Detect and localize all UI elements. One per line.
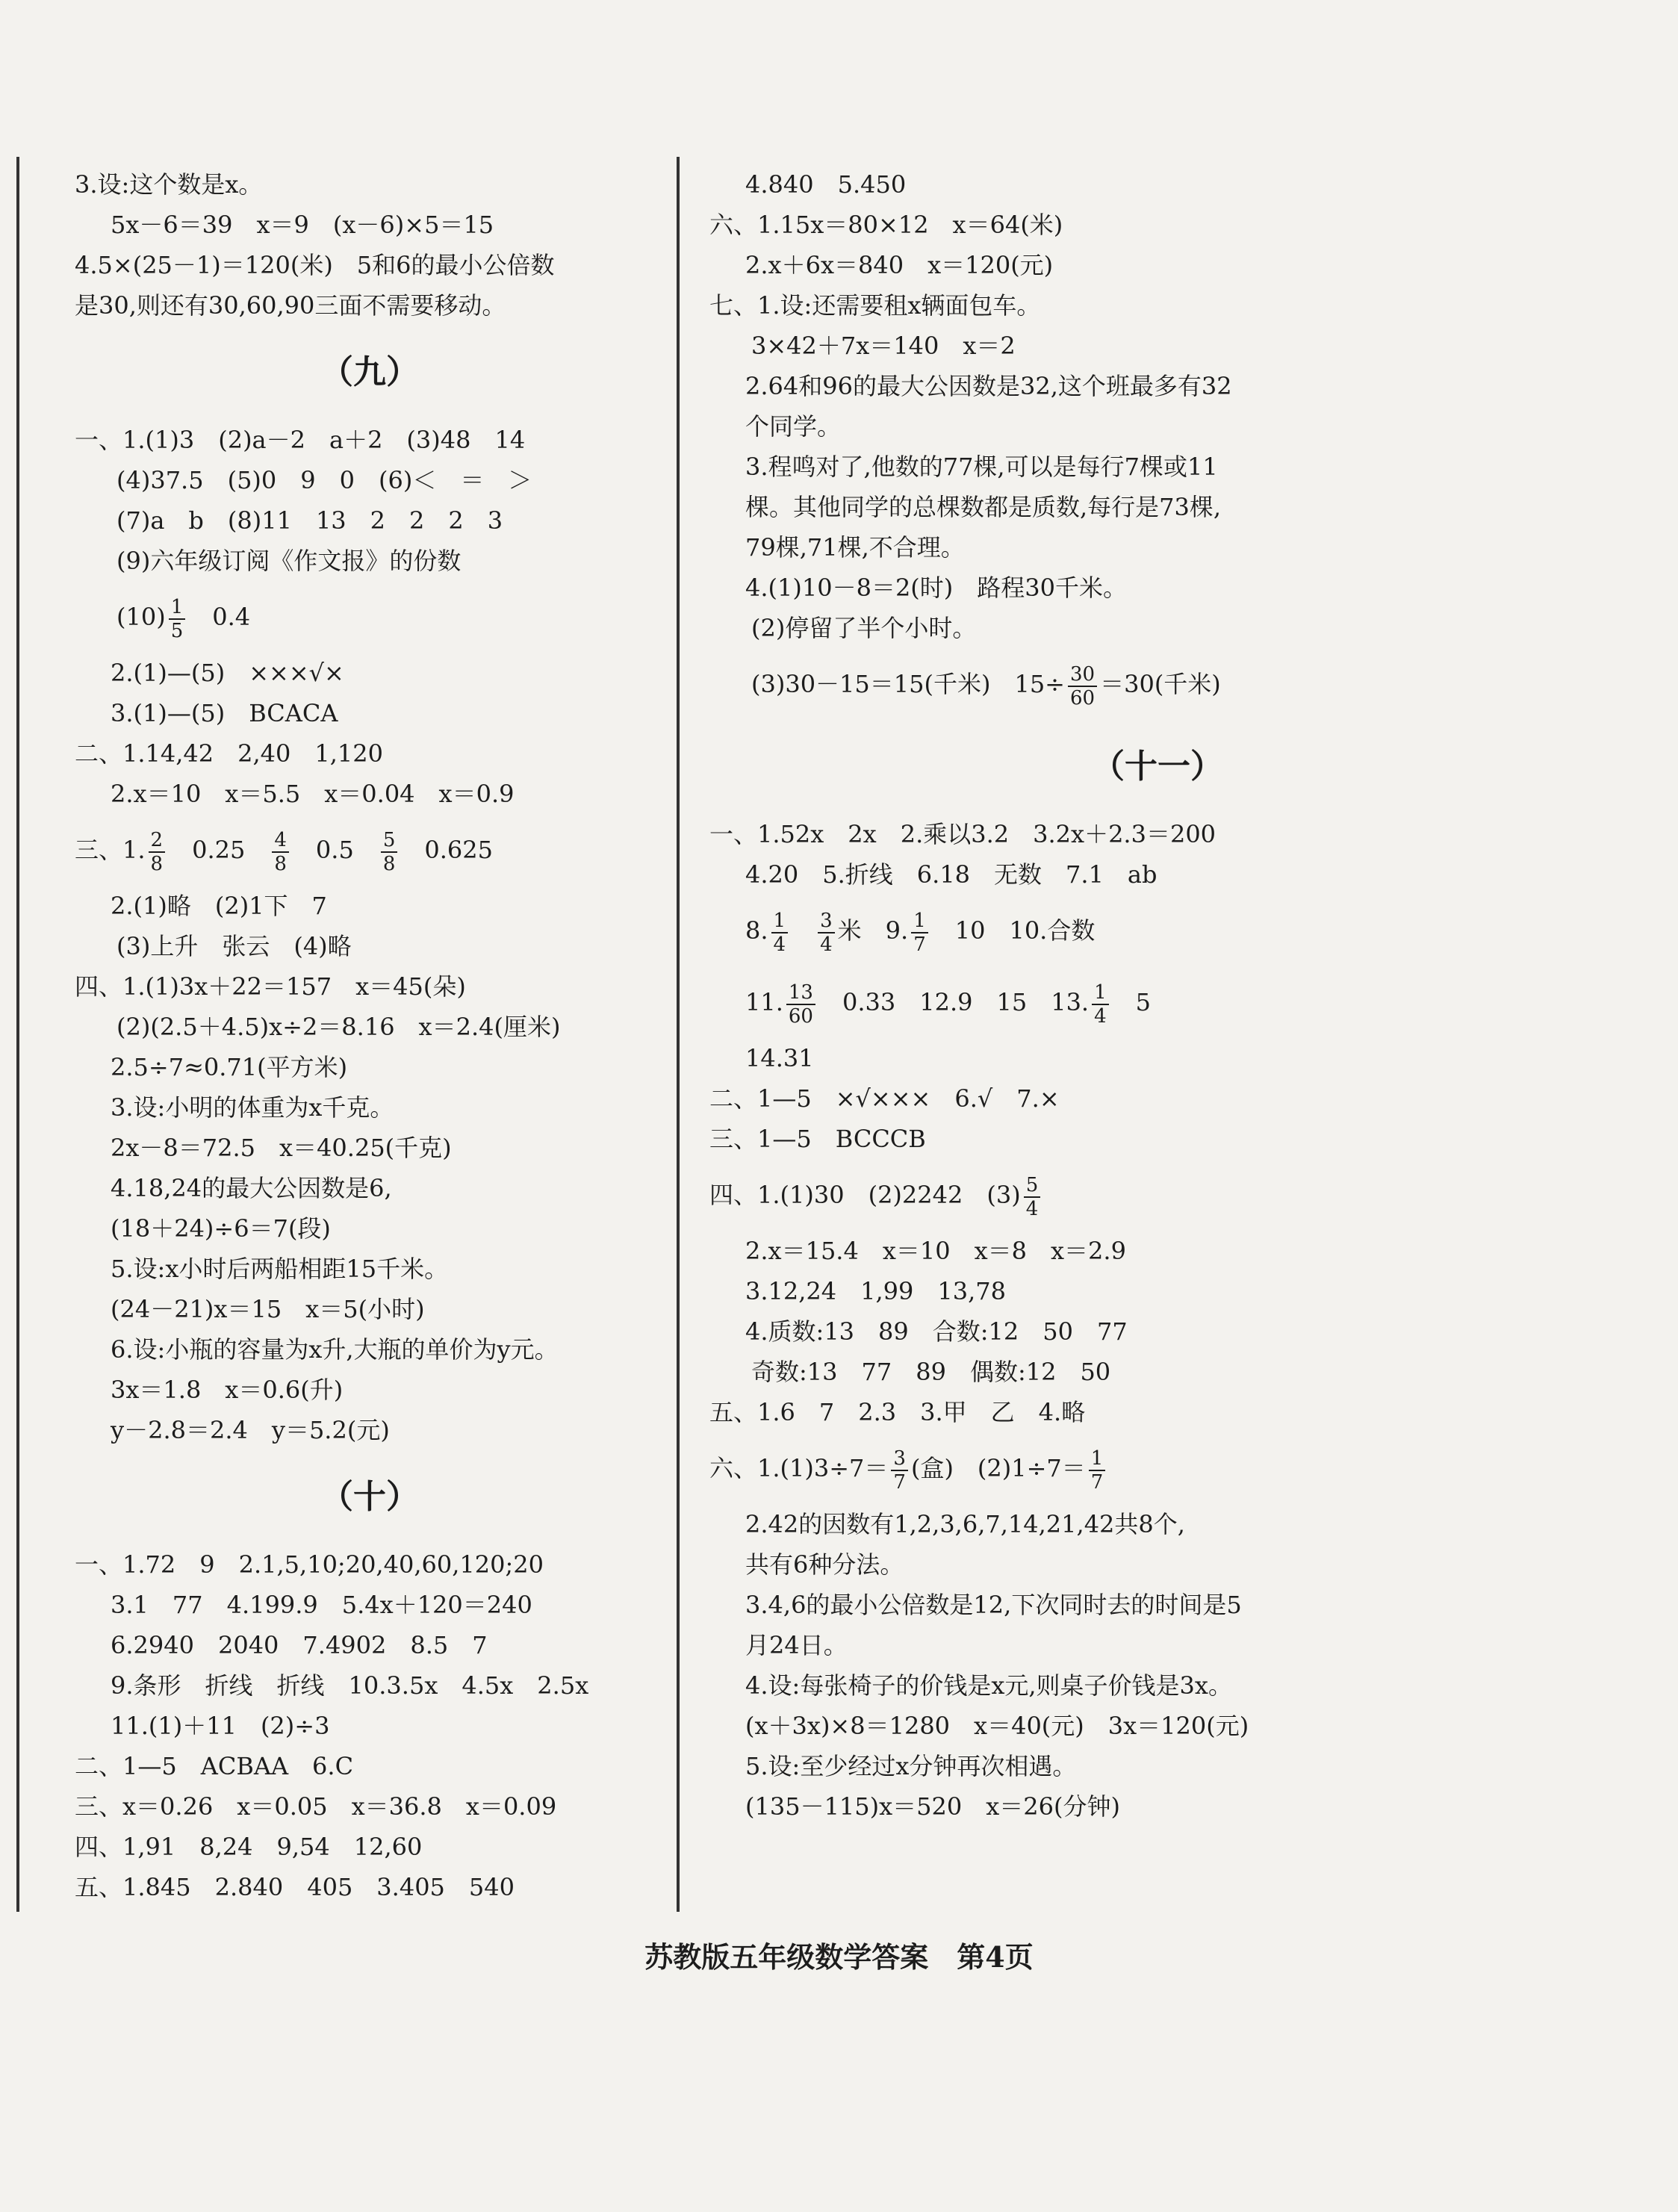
answer-line: 5x－6＝39 x＝9 (x－6)×5＝15 <box>111 211 494 239</box>
fraction-numerator: 5 <box>1024 1174 1041 1198</box>
answer-line: 3.设:这个数是x。 <box>75 170 263 199</box>
answer-line: 4.设:每张椅子的价钱是x元,则桌子价钱是3x。 <box>745 1671 1232 1700</box>
answer-line: (3)上升 张云 (4)略 <box>116 932 352 960</box>
answer-line: 三、x＝0.26 x＝0.05 x＝36.8 x＝0.09 <box>75 1792 557 1821</box>
fraction-denominator: 60 <box>1070 686 1096 709</box>
fraction <box>1089 1447 1106 1494</box>
answer-text: 0.5 <box>291 836 378 864</box>
fraction-numerator: 1 <box>771 910 789 933</box>
fraction <box>169 596 186 642</box>
answer-line: 4.20 5.折线 6.18 无数 7.1 ab <box>745 860 1157 889</box>
fraction-denominator: 7 <box>893 1470 906 1494</box>
fraction <box>149 829 166 875</box>
section-heading: （十一） <box>1092 748 1223 786</box>
answer-line: 3×42＋7x＝140 x＝2 <box>751 332 1016 360</box>
fraction-denominator: 7 <box>1090 1470 1104 1494</box>
answer-line: (2)(2.5＋4.5)x÷2＝8.16 x＝2.4(厘米) <box>116 1013 561 1041</box>
answer-line: 5.设:至少经过x分钟再次相遇。 <box>745 1752 1077 1780</box>
answer-line: 3.(1)—(5) BCACA <box>111 699 338 727</box>
answer-text: 11. <box>745 988 783 1016</box>
answer-line: 4.5×(25－1)＝120(米) 5和6的最小公倍数 <box>75 251 555 279</box>
fraction-numerator: 13 <box>786 981 815 1005</box>
answer-line <box>75 581 665 653</box>
section-heading: （九） <box>320 353 419 391</box>
answer-line: y－2.8＝2.4 y＝5.2(元) <box>111 1416 390 1444</box>
left-border-rule <box>16 157 19 1912</box>
fraction-numerator: 3 <box>818 910 835 933</box>
answer-line: 一、1.(1)3 (2)a－2 a＋2 (3)48 14 <box>75 426 526 454</box>
answer-text: 0.33 12.9 15 13. <box>818 988 1090 1016</box>
answer-line: 三、1—5 BCCCB <box>709 1125 926 1153</box>
fraction-numerator: 30 <box>1068 663 1097 687</box>
fraction <box>786 981 815 1028</box>
fraction <box>1024 1174 1041 1220</box>
answer-line: (9)六年级订阅《作文报》的份数 <box>116 547 462 575</box>
answer-text: 四、1.(1)30 (2)2242 (3) <box>709 1181 1021 1209</box>
answer-line: 3.4,6的最小公倍数是12,下次同时去的时间是5 <box>745 1591 1242 1619</box>
answer-line: (4)37.5 (5)0 9 0 (6)＜ ＝ ＞ <box>116 466 532 494</box>
answer-line: 3.1 77 4.199.9 5.4x＋120＝240 <box>111 1591 532 1619</box>
answer-text <box>791 916 815 945</box>
answer-line: 棵。其他同学的总棵数都是质数,每行是73棵, <box>745 493 1222 521</box>
answer-text: (盒) (2)1÷7＝ <box>910 1454 1086 1482</box>
answer-line: 4.840 5.450 <box>745 170 907 199</box>
fraction-denominator: 60 <box>788 1004 813 1028</box>
answer-line: 11.(1)＋11 (2)÷3 <box>111 1712 330 1740</box>
fraction-denominator: 8 <box>382 852 396 875</box>
answer-line: 79棵,71棵,不合理。 <box>745 533 965 562</box>
fraction <box>891 1447 908 1494</box>
answer-line: 6.2940 2040 7.4902 8.5 7 <box>111 1631 488 1659</box>
fraction-denominator: 5 <box>170 619 184 642</box>
answer-text: 三、1. <box>75 836 146 864</box>
answer-line: (x＋3x)×8＝1280 x＝40(元) 3x＝120(元) <box>745 1712 1249 1740</box>
fraction <box>381 829 398 875</box>
fraction-denominator: 4 <box>1094 1004 1107 1028</box>
answer-line: 5.设:x小时后两船相距15千米。 <box>111 1255 449 1283</box>
answer-text: 0.4 <box>188 603 251 631</box>
answer-line: 4.18,24的最大公因数是6, <box>111 1174 392 1202</box>
answer-line: 四、1.(1)3x＋22＝157 x＝45(朵) <box>75 972 466 1001</box>
section-heading: （十） <box>320 1478 419 1516</box>
fraction-denominator: 4 <box>820 933 833 956</box>
answer-line: 2.42的因数有1,2,3,6,7,14,21,42共8个, <box>745 1510 1185 1538</box>
answer-line: 五、1.845 2.840 405 3.405 540 <box>75 1873 515 1901</box>
answer-line: 一、1.72 9 2.1,5,10;20,40,60,120;20 <box>75 1550 544 1579</box>
answer-line: 2x－8＝72.5 x＝40.25(千克) <box>111 1134 452 1162</box>
answer-line: (24－21)x＝15 x＝5(小时) <box>111 1295 425 1323</box>
fraction <box>1068 663 1097 709</box>
answer-text: 10 10.合数 <box>930 916 1096 945</box>
fraction <box>818 910 835 956</box>
answer-line: 二、1—5 ACBAA 6.C <box>75 1752 354 1780</box>
fraction-denominator: 4 <box>773 933 786 956</box>
answer-line: 月24日。 <box>745 1631 848 1659</box>
answer-text: 米 9. <box>837 916 909 945</box>
fraction-numerator: 5 <box>381 829 398 853</box>
fraction-numerator: 2 <box>149 829 166 853</box>
page-footer: 苏教版五年级数学答案 第4页 <box>644 1940 1034 1974</box>
column-divider <box>677 157 680 1912</box>
answer-line: (18＋24)÷6＝7(段) <box>111 1214 331 1243</box>
answer-line <box>709 1159 1606 1231</box>
answer-text: 0.25 <box>168 836 270 864</box>
answer-line: 4.质数:13 89 合数:12 50 77 <box>745 1317 1128 1346</box>
fraction <box>272 829 289 875</box>
answer-line <box>709 895 1606 966</box>
answer-line: 6.设:小瓶的容量为x升,大瓶的单价为y元。 <box>111 1335 559 1364</box>
answer-line: 2.(1)—(5) ×××√× <box>111 659 344 687</box>
fraction <box>1092 981 1109 1028</box>
answer-text: (10) <box>116 603 166 631</box>
answer-line: 2.(1)略 (2)1下 7 <box>111 892 327 920</box>
fraction-numerator: 1 <box>1092 981 1109 1005</box>
answer-line: 二、1.14,42 2,40 1,120 <box>75 739 384 768</box>
fraction-denominator: 7 <box>913 933 926 956</box>
answer-line: 14.31 <box>745 1044 814 1072</box>
answer-line: 七、1.设:还需要租x辆面包车。 <box>709 291 1041 320</box>
left-column <box>75 164 665 1907</box>
answer-line: (135－115)x＝520 x＝26(分钟) <box>745 1792 1120 1821</box>
answer-line: 个同学。 <box>745 412 842 441</box>
answer-line: 4.(1)10－8＝2(时) 路程30千米。 <box>745 574 1127 602</box>
fraction-numerator: 1 <box>169 596 186 620</box>
answer-line: 3x＝1.8 x＝0.6(升) <box>111 1376 344 1404</box>
answer-line <box>709 1432 1606 1504</box>
fraction-numerator: 4 <box>272 829 289 853</box>
answer-text: (3)30－15＝15(千米) 15÷ <box>751 670 1065 698</box>
answer-text: 0.625 <box>400 836 493 864</box>
right-column <box>709 164 1606 1827</box>
fraction-numerator: 1 <box>911 910 928 933</box>
answer-line: 二、1—5 ×√××× 6.√ 7.× <box>709 1084 1060 1113</box>
answer-line: 2.64和96的最大公因数是32,这个班最多有32 <box>745 372 1232 400</box>
answer-line: 一、1.52x 2x 2.乘以3.2 3.2x＋2.3＝200 <box>709 820 1216 848</box>
answer-line: 五、1.6 7 2.3 3.甲 乙 4.略 <box>709 1398 1086 1426</box>
answer-line: 2.x＝15.4 x＝10 x＝8 x＝2.9 <box>745 1237 1126 1265</box>
answer-line: 奇数:13 77 89 偶数:12 50 <box>751 1358 1111 1386</box>
fraction-denominator: 8 <box>150 852 164 875</box>
answer-line: 9.条形 折线 折线 10.3.5x 4.5x 2.5x <box>111 1671 589 1700</box>
answer-text: 8. <box>745 916 768 945</box>
fraction <box>911 910 928 956</box>
answer-line: 共有6种分法。 <box>745 1550 904 1579</box>
answer-line <box>75 814 665 886</box>
answer-line: 3.设:小明的体重为x千克。 <box>111 1093 394 1122</box>
fraction-denominator: 4 <box>1025 1197 1039 1220</box>
answer-line <box>709 648 1606 720</box>
answer-line: (7)a b (8)11 13 2 2 2 3 <box>116 506 503 535</box>
answer-line: 2.x＝10 x＝5.5 x＝0.04 x＝0.9 <box>111 780 515 808</box>
fraction-numerator: 3 <box>891 1447 908 1471</box>
answer-text: 5 <box>1111 988 1152 1016</box>
answer-line: 是30,则还有30,60,90三面不需要移动。 <box>75 291 506 320</box>
answer-line <box>709 966 1606 1038</box>
answer-line: 六、1.15x＝80×12 x＝64(米) <box>709 211 1063 239</box>
fraction-denominator: 8 <box>274 852 287 875</box>
fraction-numerator: 1 <box>1089 1447 1106 1471</box>
answer-line: (2)停留了半个小时。 <box>751 614 977 642</box>
answer-line: 四、1,91 8,24 9,54 12,60 <box>75 1833 423 1861</box>
fraction <box>771 910 789 956</box>
answer-line: 3.12,24 1,99 13,78 <box>745 1277 1007 1305</box>
answer-line: 2.5÷7≈0.71(平方米) <box>111 1053 348 1081</box>
answer-text: 六、1.(1)3÷7＝ <box>709 1454 889 1482</box>
answer-line: 2.x＋6x＝840 x＝120(元) <box>745 251 1054 279</box>
answer-text: ＝30(千米) <box>1100 670 1221 698</box>
answer-line: 3.程鸣对了,他数的77棵,可以是每行7棵或11 <box>745 453 1218 481</box>
